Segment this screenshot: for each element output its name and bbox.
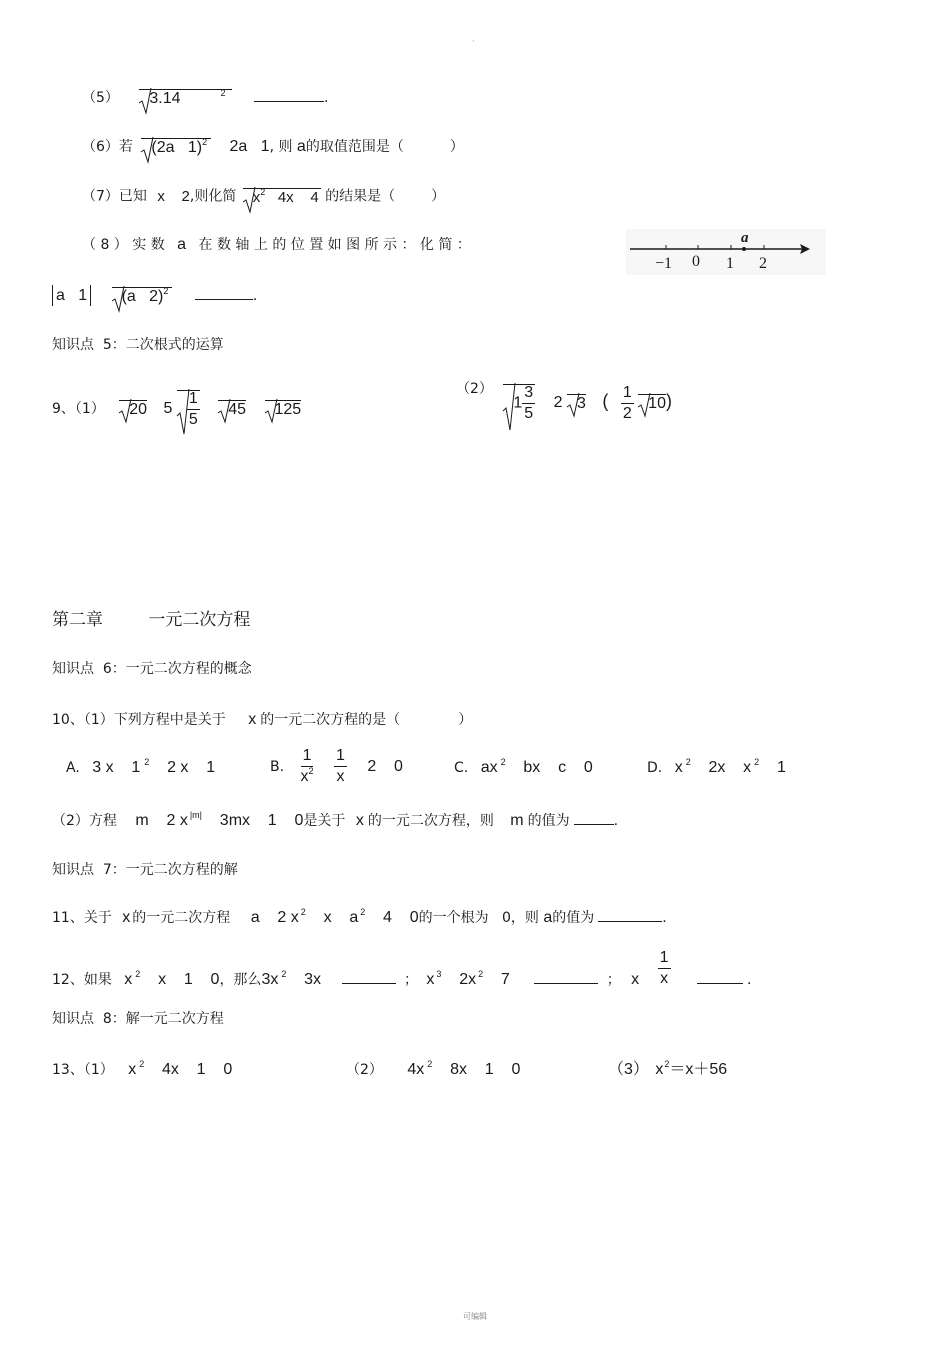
header-mark: · (472, 37, 475, 46)
q5-label: （5） (82, 90, 119, 106)
frac-num: 1 (658, 950, 671, 969)
q7-prefix: （7）已知 (82, 188, 147, 205)
q9-rad-125: 125 (265, 400, 302, 418)
option-d[interactable] (647, 757, 786, 776)
frac-den: 5 (188, 411, 198, 428)
fraction-1-over-x-q12 (658, 950, 671, 987)
sqrt-3 (567, 394, 586, 412)
q6-close: ） (449, 139, 464, 155)
footer-editable-mark: 可编辑 (463, 1312, 487, 1321)
q12-sup: 2 (135, 968, 141, 979)
q11-var2: a (543, 909, 553, 926)
frac-den: 2 (622, 404, 632, 422)
q6-sup: 2 (202, 137, 208, 147)
option-a-rest: 2 x 1 (149, 759, 216, 776)
q7-mid: ,则化简 (189, 188, 237, 205)
radical-sign-icon (243, 188, 255, 212)
q10-2-mid: 是关于 (303, 813, 346, 829)
frac-num: 1 (187, 391, 200, 410)
frac-num: 3 (522, 385, 535, 404)
point-a-dot (742, 247, 746, 251)
q12-cond: x (124, 970, 133, 988)
option-b-rest: 2 0 (367, 757, 403, 775)
q10-2-dot: . (613, 812, 619, 829)
q9-coef-2: 2 (553, 394, 563, 411)
q11-end: 的值为 (552, 910, 595, 926)
option-c-label: C. (454, 760, 469, 776)
q8-prefix: （ 8 ） 实 数 (82, 237, 165, 253)
chapter-heading (52, 612, 250, 629)
question-5 (82, 89, 328, 107)
frac-num: 1 (334, 748, 347, 767)
q12-mid: ，那么 (219, 971, 262, 988)
q12-cond-rest: x 1 0 (140, 970, 220, 988)
radical-sign-icon (112, 287, 124, 311)
sqrt-125 (265, 400, 302, 418)
q13-number: 13、（1） (52, 1062, 114, 1078)
q10-2-var: x (355, 812, 364, 829)
tick-label-1: 1 (726, 255, 734, 272)
q12-e2sup: 3 (436, 968, 442, 979)
q12-answer-blank-2[interactable] (534, 983, 598, 984)
q12-e2mid: 2x (441, 970, 477, 988)
q7-suffix: 的结果是（ (325, 188, 396, 205)
q13-e1sup: 2 (139, 1059, 145, 1069)
radical-sign-icon (141, 138, 153, 162)
question-10-part1 (52, 712, 472, 728)
q6-suffix: 的取值范围是（ (305, 139, 404, 155)
q11-dot: . (662, 909, 667, 926)
q5-sup: 2 (220, 88, 226, 98)
question-7 (82, 188, 445, 205)
q13-e3sup: 2 (664, 1059, 670, 1069)
frac-den: x (660, 970, 669, 987)
question-6 (82, 138, 464, 156)
q12-e2sup2: 2 (478, 968, 484, 979)
knowledge-point-8: 知识点 8：解一元二次方程 (52, 1011, 224, 1027)
q7-sup: 2 (260, 187, 266, 197)
q11-expr2: x a (305, 909, 359, 926)
q7-radicand-rest: 4x 4 (265, 189, 319, 206)
radical-sign-icon (638, 394, 650, 416)
sqrt-a-minus-2-squared (112, 287, 173, 305)
option-d-label: D. (647, 760, 663, 776)
q8-var: a (177, 236, 187, 253)
option-a[interactable] (66, 757, 216, 776)
q9-rad-3: 3 (567, 394, 586, 412)
q10-2-rest: 3mx 1 0 (202, 812, 304, 829)
q6-mid: , 则 (269, 139, 293, 155)
q13-e3: x (655, 1061, 664, 1078)
point-a-label: a (741, 230, 749, 246)
q11-answer-blank[interactable] (598, 921, 662, 922)
q7-radicand: x (252, 189, 261, 206)
q12-sep2: ； (606, 971, 621, 988)
q6-radicand: (2a 1) (151, 139, 203, 156)
q12-sep: ； (403, 971, 418, 988)
q6-rhs: 2a 1 (229, 138, 270, 155)
fraction-1-over-x (334, 748, 347, 785)
option-a-sup: 2 (144, 757, 150, 767)
radical-sign-icon (265, 400, 277, 422)
radical-sign-icon (503, 384, 515, 430)
q6-prefix: （6）若 (82, 139, 133, 155)
frac-den: 5 (524, 405, 534, 422)
sqrt-3-14 (139, 89, 231, 107)
q11-suffix: 的一个根为 0，则 (418, 910, 539, 926)
option-d-sup: 2 (685, 757, 691, 767)
tick-label-minus1: −1 (655, 255, 673, 272)
frac-num: 1 (301, 748, 314, 767)
q11-var: x (122, 909, 131, 926)
q9-rad-20: 20 (119, 400, 147, 418)
option-a-expr: 3 x 1 (92, 759, 141, 776)
option-a-label: A. (66, 760, 80, 776)
q11-sup2: 2 (360, 907, 366, 917)
option-d-sup2: 2 (754, 757, 760, 767)
q13-e1rest: 4x 1 0 (144, 1061, 233, 1078)
q6-var: a (296, 138, 306, 155)
tick-label-0: 0 (692, 253, 700, 270)
question-12 (52, 950, 751, 987)
question-10-part2 (52, 810, 619, 829)
frac-den: x (336, 768, 345, 785)
sqrt-one-and-three-fifths (503, 384, 535, 422)
q8-sup: 2 (163, 286, 169, 296)
q11-mid: 的一元二次方程 (132, 910, 231, 926)
q10-2-answer-blank[interactable] (574, 824, 614, 825)
question-8-line2 (52, 287, 257, 305)
fraction-1-over-x2 (299, 748, 316, 785)
q11-expr3: 4 0 (365, 909, 419, 926)
chapter-number: 第二章 (52, 610, 103, 630)
q12-e3: x (631, 970, 640, 988)
q10-var: x (248, 711, 257, 728)
tick-label-2: 2 (759, 255, 767, 272)
question-9-part2 (456, 381, 672, 422)
radical-sign-icon (177, 390, 189, 434)
q9-coef-5: 5 (163, 400, 173, 417)
option-d-expr: x (674, 759, 683, 776)
sqrt-2a-minus-1-squared (141, 138, 211, 156)
chapter-title: 一元二次方程 (148, 610, 251, 630)
radical-sign-icon (139, 89, 151, 113)
q13-label3: （3） (608, 1061, 649, 1078)
radical-sign-icon (119, 400, 131, 422)
q11-prefix: 11、关于 (52, 910, 112, 926)
question-13-part3 (608, 1059, 728, 1078)
q12-answer-blank-3[interactable] (697, 983, 743, 984)
option-d-mid: 2x x (690, 759, 752, 776)
frac-den: x (300, 768, 309, 785)
q13-e2rest: 8x 1 0 (432, 1061, 521, 1078)
sqrt-20 (119, 400, 147, 418)
q13-e2sup: 2 (427, 1059, 433, 1069)
fraction-three-fifths (522, 385, 535, 422)
q13-e3rest: ＝x＋56 (669, 1061, 728, 1078)
sqrt-45 (218, 400, 246, 418)
knowledge-point-5: 知识点 5：二次根式的运算 (52, 337, 224, 353)
frac-num: 1 (621, 385, 634, 404)
radical-sign-icon (218, 400, 230, 422)
q9-rad-10: 10 (638, 394, 666, 412)
q12-e1rest: 3x (286, 970, 322, 988)
q8-end: . (252, 287, 258, 304)
q12-answer-blank-1[interactable] (342, 983, 396, 984)
q10-2-expr: m 2 x (135, 812, 188, 829)
q9-close-paren: ) (665, 391, 672, 411)
option-d-rest: 1 (759, 759, 786, 776)
fraction-one-half (621, 385, 634, 422)
q10-2-end: 的值为 (527, 813, 570, 829)
q13-label2: （2） (346, 1062, 383, 1078)
option-c-expr: ax (480, 759, 498, 776)
q10-2-m: m (510, 812, 524, 829)
q13-e1: x (128, 1061, 137, 1078)
q5-radicand: 3.14 (149, 90, 181, 107)
option-c-rest: bx c 0 (505, 759, 593, 776)
q9-label2: （2） (456, 381, 493, 397)
option-c-sup: 2 (500, 757, 506, 767)
q12-e2: x (426, 970, 435, 988)
q8-answer-blank[interactable] (195, 299, 253, 300)
q8-radicand: (a 2) (121, 288, 164, 305)
q9-open-paren: ( (602, 391, 609, 411)
q9-rad-45: 45 (218, 400, 246, 418)
question-9-part1 (52, 390, 301, 428)
option-b-label: B. (270, 758, 285, 775)
question-13-part2 (346, 1059, 521, 1078)
q12-prefix: 12、如果 (52, 971, 112, 988)
q7-cond: x 2 (157, 187, 190, 205)
q13-e2: 4x (407, 1061, 425, 1078)
question-8-line1 (82, 237, 471, 253)
q9-number: 9、（1） (52, 401, 105, 417)
q10-2-prefix: （2）方程 (52, 813, 117, 829)
option-c[interactable] (454, 757, 593, 776)
q10-close: ） (458, 712, 473, 728)
q10-suffix: 的一元二次方程的是（ (260, 712, 401, 728)
q12-dot: . (746, 970, 752, 988)
q7-close: ） (431, 188, 446, 205)
q12-e1sup: 2 (281, 968, 287, 979)
q12-e2rest: 7 (483, 970, 510, 988)
knowledge-point-6: 知识点 6：一元二次方程的概念 (52, 661, 252, 677)
option-b[interactable] (270, 748, 403, 785)
knowledge-point-7: 知识点 7：一元二次方程的解 (52, 862, 238, 878)
radical-sign-icon (567, 394, 579, 416)
q5-answer-blank[interactable] (254, 101, 324, 102)
q11-expr: a 2 x (250, 909, 299, 926)
sqrt-10 (638, 394, 666, 412)
q11-sup: 2 (300, 907, 306, 917)
q10-prefix: 10、（1）下列方程中是关于 (52, 712, 226, 728)
q5-end: . (323, 89, 329, 106)
sqrt-one-fifth (177, 390, 200, 428)
q8-suffix: 在 数 轴 上 的 位 置 如 图 所 示 ： 化 简 ： (198, 237, 471, 253)
question-13 (52, 1059, 233, 1078)
q12-e1: 3x (261, 970, 279, 988)
q8-abs-expr: a 1 (52, 285, 91, 306)
q10-2-suffix: 的一元二次方程，则 (367, 813, 494, 829)
q10-2-sup: |m| (189, 810, 203, 820)
sqrt-x2-4x-4 (243, 188, 321, 205)
frac-den-sup: 2 (308, 766, 314, 776)
mixed-whole: 1 (513, 394, 523, 412)
number-line-figure (626, 229, 826, 275)
question-11 (52, 907, 667, 926)
